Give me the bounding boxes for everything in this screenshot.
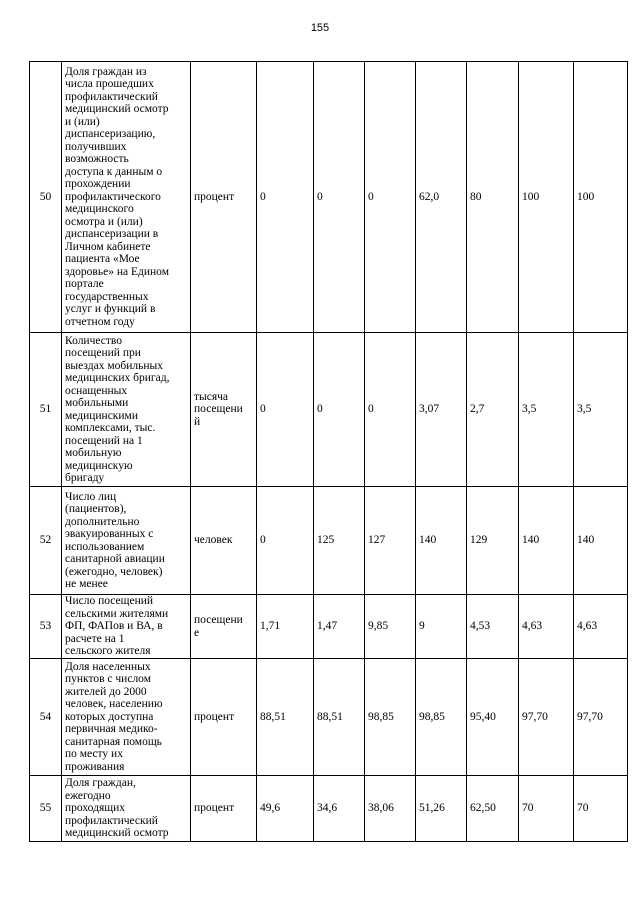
indicator-name-line: медицинскую (65, 459, 133, 472)
value-cell: 62,0 (416, 62, 467, 333)
indicator-name-line: диспансеризацию, (65, 128, 156, 141)
indicator-name-line: мобильными (65, 397, 129, 409)
table-row (30, 776, 628, 842)
value-cell: 4,63 (519, 595, 574, 659)
indicator-name-line: мобильную (65, 447, 122, 459)
indicator-name-line: Доля населенных (65, 660, 151, 673)
indicator-name-line: посещений при (65, 347, 141, 359)
indicator-name-line: медицинский осмотр (65, 827, 169, 840)
value-cell: 127 (365, 487, 416, 595)
value-cell: 4,63 (574, 595, 628, 659)
indicator-name-line: проходящих (65, 802, 125, 815)
value-cell: 0 (365, 333, 416, 487)
table-row (30, 62, 628, 333)
value-cell: 97,70 (574, 659, 628, 776)
value-cell: 49,6 (257, 776, 314, 842)
indicator-name-line: жителей до 2000 (65, 685, 147, 698)
unit-line: посещени (194, 403, 243, 416)
value-cell: 1,47 (314, 595, 365, 659)
indicator-name (62, 659, 191, 776)
row-number: 50 (30, 62, 62, 333)
unit-of-measure (191, 595, 257, 659)
row-number: 52 (30, 487, 62, 595)
value-cell: 62,50 (467, 776, 519, 842)
indicator-name-line: (ежегодно, человек) (65, 565, 163, 578)
indicator-name-line: Число посещений (65, 595, 154, 608)
value-cell: 0 (314, 62, 365, 333)
value-cell: 1,71 (257, 595, 314, 659)
indicator-name-line: сельскими жителями (65, 607, 169, 620)
unit-of-measure (191, 62, 257, 333)
row-number: 55 (30, 776, 62, 842)
indicator-name-line: выездах мобильных (65, 359, 163, 372)
value-cell: 100 (519, 62, 574, 333)
indicator-name-line: проживания (65, 760, 125, 773)
indicator-name-line: профилактический (65, 814, 158, 827)
indicator-name-line: медицинский осмотр (65, 103, 169, 116)
value-cell: 70 (519, 776, 574, 842)
page-number: 155 (310, 22, 330, 34)
indicator-name-line: портале (65, 278, 104, 291)
indicator-name-line: Личном кабинете (65, 240, 151, 253)
indicator-name-line: Количество (65, 334, 122, 347)
unit-of-measure (191, 776, 257, 842)
value-cell: 0 (257, 333, 314, 487)
value-cell: 140 (519, 487, 574, 595)
indicator-name-line: медицинских бригад, (65, 372, 170, 384)
value-cell: 140 (574, 487, 628, 595)
unit-line: тысяча (194, 390, 229, 403)
indicator-name-line: получивших (65, 140, 127, 153)
indicator-name-line: использованием (65, 540, 145, 553)
indicator-name-line: Число лиц (65, 490, 117, 503)
value-cell: 0 (257, 487, 314, 595)
indicator-name-line: и (или) (65, 115, 100, 128)
row-number: 51 (30, 333, 62, 487)
indicator-table (29, 61, 628, 842)
indicator-name-line: дополнительно (65, 515, 140, 528)
indicator-name-line: государственных (65, 290, 149, 303)
value-cell: 4,53 (467, 595, 519, 659)
value-cell: 34,6 (314, 776, 365, 842)
indicator-name (62, 595, 191, 659)
indicator-name-line: числа прошедших (65, 78, 154, 91)
indicator-name-line: комплексами, тыс. (65, 422, 156, 434)
unit-line: й (194, 415, 201, 428)
value-cell: 98,85 (365, 659, 416, 776)
indicator-name-line: Доля граждан, (65, 777, 136, 790)
value-cell: 97,70 (519, 659, 574, 776)
indicator-name-line: эвакуированных с (65, 528, 154, 540)
value-cell: 70 (574, 776, 628, 842)
indicator-name-line: осмотра и (или) (65, 215, 143, 228)
unit-of-measure (191, 487, 257, 595)
unit-line: процент (194, 190, 235, 203)
value-cell: 0 (314, 333, 365, 487)
value-cell: 0 (257, 62, 314, 333)
indicator-name-line: диспансеризации в (65, 228, 159, 241)
row-number: 53 (30, 595, 62, 659)
value-cell: 3,5 (519, 333, 574, 487)
indicator-name-line: профилактического (65, 190, 161, 203)
indicator-name-line: человек, населению (65, 698, 163, 711)
unit-of-measure (191, 333, 257, 487)
indicator-name-line: первичная медико- (65, 723, 158, 736)
value-cell: 2,7 (467, 333, 519, 487)
indicator-name (62, 333, 191, 487)
value-cell: 100 (574, 62, 628, 333)
indicator-name-line: по месту их (65, 748, 123, 761)
value-cell: 95,40 (467, 659, 519, 776)
unit-of-measure (191, 659, 257, 776)
unit-line: посещени (194, 614, 243, 626)
value-cell: 98,85 (416, 659, 467, 776)
table-row (30, 659, 628, 776)
value-cell: 3,07 (416, 333, 467, 487)
value-cell: 88,51 (314, 659, 365, 776)
table-row (30, 333, 628, 487)
indicator-name-line: посещений на 1 (65, 434, 143, 447)
indicator-name-line: медицинского (65, 203, 134, 216)
unit-line: е (194, 626, 200, 639)
value-cell: 140 (416, 487, 467, 595)
indicator-name-line: возможность (65, 153, 129, 166)
indicator-name-line: Доля граждан из (65, 65, 147, 78)
indicator-name-line: прохождении (65, 178, 131, 191)
indicator-name-line: услуг и функций в (65, 303, 156, 316)
indicator-name-line: (пациентов), (65, 503, 127, 515)
indicator-name-line: пунктов с числом (65, 673, 151, 686)
indicator-name-line: доступа к данным о (65, 165, 163, 178)
indicator-name-line: пациента «Мое (65, 253, 140, 266)
indicator-name-line: санитарная помощь (65, 735, 162, 748)
indicator-name (62, 487, 191, 595)
value-cell: 38,06 (365, 776, 416, 842)
row-number: 54 (30, 659, 62, 776)
unit-line: процент (194, 710, 235, 723)
value-cell: 129 (467, 487, 519, 595)
indicator-name-line: медицинскими (65, 409, 138, 422)
indicator-name-line: отчетном году (65, 315, 135, 328)
value-cell: 125 (314, 487, 365, 595)
indicator-name-line: ежегодно (65, 789, 111, 802)
indicator-name-line: здоровье» на Едином (65, 265, 169, 278)
indicator-name-line: бригаду (65, 472, 105, 484)
value-cell: 80 (467, 62, 519, 333)
value-cell: 9 (416, 595, 467, 659)
table-row (30, 487, 628, 595)
value-cell: 0 (365, 62, 416, 333)
indicator-name-line: профилактический (65, 90, 158, 103)
indicator-name (62, 776, 191, 842)
unit-line: человек (194, 534, 233, 547)
value-cell: 9,85 (365, 595, 416, 659)
indicator-name-line: не менее (65, 578, 108, 590)
indicator-name-line: ФП, ФАПов и ВА, в (65, 620, 163, 633)
indicator-name (62, 62, 191, 333)
table-row (30, 595, 628, 659)
indicator-name-line: расчете на 1 (65, 632, 125, 645)
indicator-name-line: оснащенных (65, 384, 128, 397)
indicator-name-line: которых доступна (65, 710, 154, 723)
unit-line: процент (194, 802, 235, 815)
value-cell: 3,5 (574, 333, 628, 487)
indicator-name-line: санитарной авиации (65, 553, 165, 565)
value-cell: 88,51 (257, 659, 314, 776)
value-cell: 51,26 (416, 776, 467, 842)
indicator-name-line: сельского жителя (65, 645, 151, 658)
